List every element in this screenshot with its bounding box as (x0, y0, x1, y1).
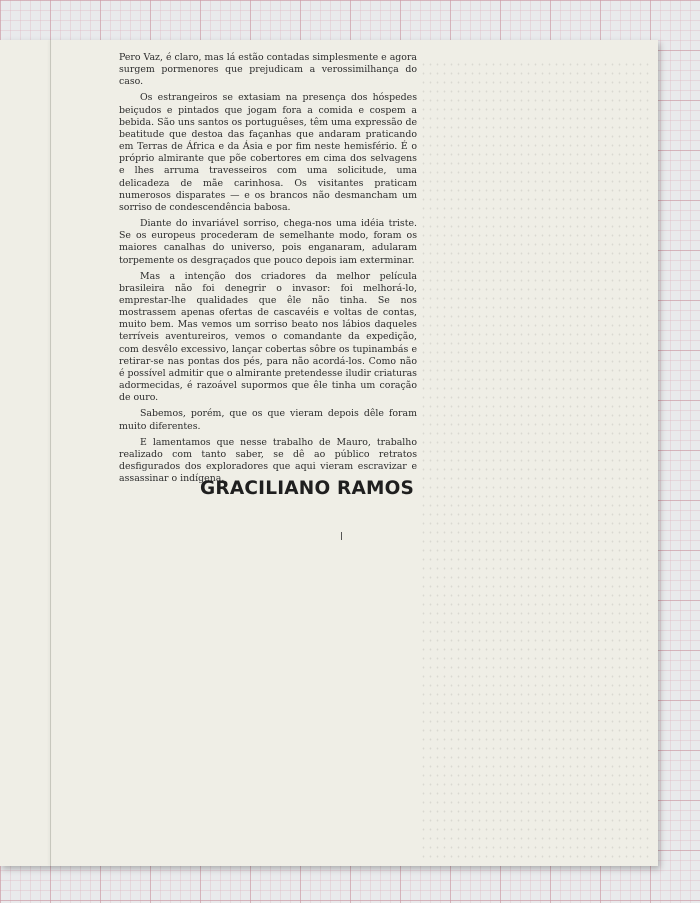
article-body (119, 52, 417, 489)
page-fold-line (50, 40, 51, 866)
paragraph-1: Pero Vaz, é claro, mas lá estão contadas simplesmente e agora surgem pormenores que prejudicam a verossimilhança do caso. (119, 52, 417, 88)
paragraph-4: Mas a intenção dos criadores da melhor película brasileira não foi denegrir o invasor: foi melhorá-lo, emprestar-lhe qualidades que êle não tinha. Se nos mostrassem apenas ofertas de cascavéis e voltas de contas, muito bem. Mas vemos um sorriso beato nos lábios daqueles terríveis aventureiros, vemos o comandante da expedição, com desvêlo excessivo, lançar cobertas sôbre os tupinambás e retirar-se nas pontas dos pés, para não acordá-los. Como não é possível admitir que o almirante pretendesse iludir criaturas adormecidas, é razoável supormos que êle tinha um coração de ouro. (119, 270, 417, 404)
print-speckle-texture (420, 60, 650, 860)
author-signature: GRACILIANO RAMOS (200, 478, 415, 499)
paragraph-6: E lamentamos que nesse trabalho de Mauro, trabalho realizado com tanto saber, se dê ao público retratos desfigurados dos exploradores que aqui vieram escravizar e assassinar o indígena. (119, 436, 417, 485)
paragraph-5: Sabemos, porém, que os que vieram depois dêle foram muito diferentes. (119, 408, 417, 432)
paragraph-2: Os estrangeiros se extasiam na presença dos hóspedes beiçudos e pintados que jogam fora a comida e cospem a bebida. São uns santos os portuguêses, têm uma expressão de beatitude que destoa das façanhas que andaram praticando em Terras de África e da Ásia e por fim neste hemisfério. É o próprio almirante que põe cobertores em cima dos selvagens e lhes arruma travesseiros com uma solicitude, uma delicadeza de mãe carinhosa. Os visitantes praticam numerosos disparates — e os brancos não desmancham um sorriso de condescendência babosa. (119, 92, 417, 213)
paragraph-3: Diante do invariável sorriso, chega-nos uma idéia triste. Se os europeus procederam de semelhante modo, foram os maiores canalhas do universo, pois enganaram, adularam torpemente os desgraçados que pouco depois iam exterminar. (119, 218, 417, 266)
ink-mark (341, 532, 342, 540)
